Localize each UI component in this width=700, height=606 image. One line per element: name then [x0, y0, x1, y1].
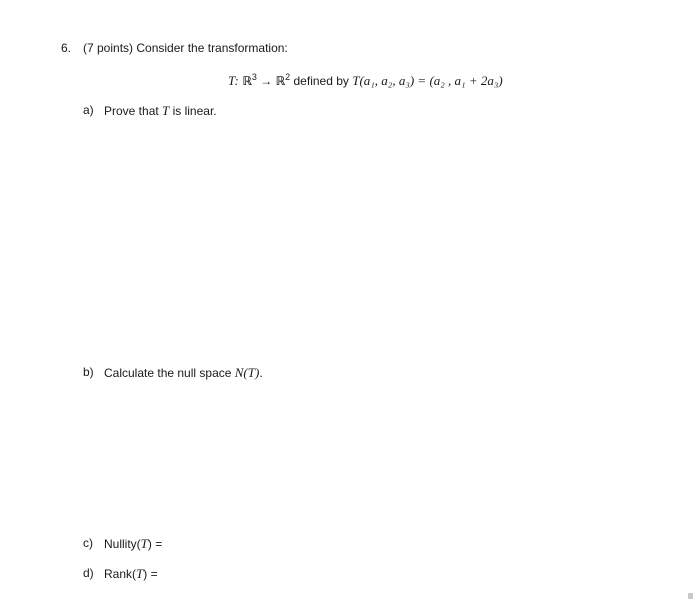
formula-symbol-t: T [228, 73, 235, 88]
definition-rhs: (a₂ , a₁ + 2a₃) [429, 73, 503, 88]
part-b-text-after: . [259, 366, 263, 380]
part-b-text-before: Calculate the null space [104, 366, 235, 380]
part-d-text [104, 566, 158, 582]
part-a-text [104, 103, 217, 119]
part-d-label: d) [83, 566, 94, 580]
corner-marker-icon [688, 593, 693, 599]
part-c-text [104, 536, 162, 552]
part-a-text-before: Prove that [104, 104, 163, 118]
part-b-math: N(T) [234, 365, 260, 380]
transformation-formula [228, 73, 503, 89]
part-b-text [104, 365, 263, 381]
part-a-text-after: is linear. [169, 104, 217, 118]
defined-by-text: defined by [290, 74, 353, 88]
part-a-math: T [162, 103, 170, 118]
part-c-label: c) [83, 536, 93, 550]
question-header: (7 points) Consider the transformation: [83, 41, 288, 55]
definition-lhs: T(a₁, a₂, a₃) [352, 73, 415, 88]
domain-exponent: 3 [251, 72, 257, 82]
formula-colon: : [234, 73, 239, 88]
arrow-symbol: → [260, 74, 273, 88]
codomain-exponent: 2 [285, 72, 291, 82]
part-d-text-before: Rank( [104, 567, 137, 581]
equals-sign: = [414, 73, 430, 88]
question-number: 6. [61, 41, 72, 55]
part-c-text-before: Nullity( [104, 537, 141, 551]
part-c-text-after: ) = [147, 537, 163, 551]
part-d-math: T [136, 566, 144, 581]
part-a-label: a) [83, 103, 94, 117]
part-d-text-after: ) = [143, 567, 158, 581]
domain-set: ℝ [242, 74, 252, 88]
part-b-label: b) [83, 365, 94, 379]
part-c-math: T [140, 536, 148, 551]
codomain-set: ℝ [275, 74, 286, 88]
